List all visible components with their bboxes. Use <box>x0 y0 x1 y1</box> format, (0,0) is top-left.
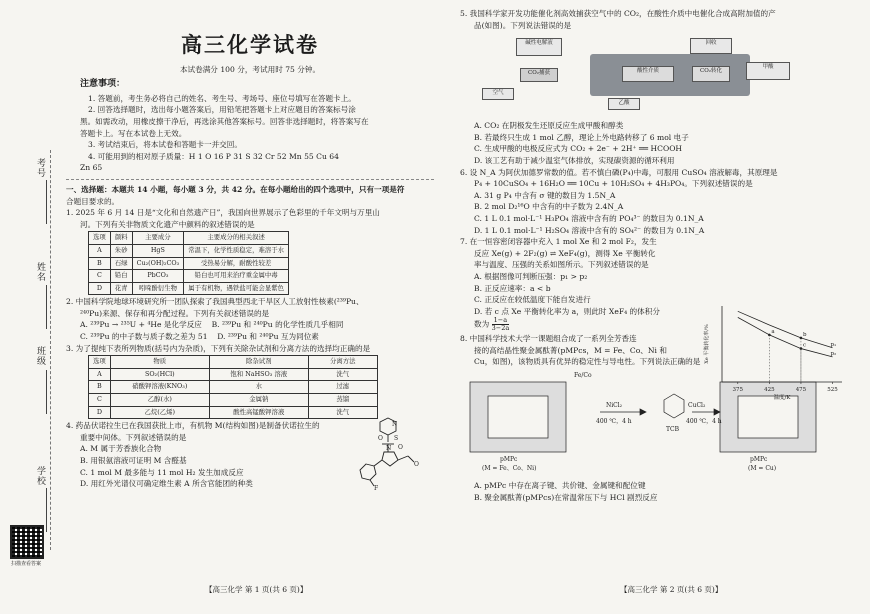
exam-info: 本试卷满分 100 分，考试用时 75 分钟。 <box>179 64 321 74</box>
q6-option-b: B. 2 mol D₂¹⁶O 中含有的中子数为 2.4N_A <box>474 202 624 212</box>
notice-1: 1. 答题前，考生务必将自己的姓名、考生号、考场号、座位号填写在答题卡上。 <box>88 93 356 103</box>
page-title: 高三化学试卷 <box>181 33 319 57</box>
q4-option-b: B. 用银氨溶液可证明 M 含醛基 <box>80 456 187 465</box>
svg-text:O: O <box>414 461 419 469</box>
q4-option-d: D. 用红外光谱仪可确定维生素 A 所含官能团的种类 <box>80 479 253 489</box>
label-cond-1: 400 ℃，4 h <box>596 418 632 426</box>
x-tick-label: 375 <box>732 387 744 393</box>
q2-options-cd: C. ²³⁹Pu 的中子数与质子数之差为 51 D. ²³⁹Pu 和 ²⁴⁰Pu 互为同位素 <box>80 332 319 342</box>
notice-2-cont: 黑。如需改动，用橡皮擦干净后，再选涂其他答案标号。回答非选择题时，将答案写在 <box>80 116 369 126</box>
q2-stem-cont: ²⁴⁰Pu)来源、保存和再分配过程。下列有关叙述错误的是 <box>80 308 270 318</box>
label-exam-number: 考号 <box>35 158 45 178</box>
q7-option-d: D. 若 c 点 Xe 平衡转化率为 a，则此时 XeF₄ 的体积分 <box>474 306 660 316</box>
label-m-right: (M = Cu) <box>748 465 777 473</box>
q8-stem-cont: 接的高结晶性聚金属酞菁(pMPcs，M = Fe、Co、Ni 和 <box>474 345 667 355</box>
label-pmpc-left: pMPc <box>500 456 518 464</box>
svg-text:F: F <box>374 485 379 491</box>
q7-option-c: C. 正反应在较低温度下能自发进行 <box>474 295 591 305</box>
molecule-M-structure <box>348 412 428 490</box>
diagram-box-recycle: 回收 <box>690 38 732 54</box>
q6-option-a: A. 31 g P₄ 中含有 σ 键的数目为 1.5N_A <box>474 190 616 200</box>
label-cucl2: CuCl₂ <box>688 402 706 410</box>
q1-stem-cont: 河。下列有关非物质文化遗产中颜料的叙述错误的是 <box>80 219 255 229</box>
q2-options-ab: A. ²³⁹Pu → ²³⁵U + ⁴He 是化学反应 B. ²³⁹Pu 和 ²⁴⁰Pu 的化学性质几乎相同 <box>80 320 344 330</box>
q6-stem: 6. 设 N_A 为阿伏加德罗常数的值。若不慎白磷(P₄)中毒，可服用 CuSO₄ 溶液解毒，其原理是 <box>460 167 778 177</box>
q4-option-c: C. 1 mol M 最多能与 11 mol H₂ 发生加成反应 <box>80 467 244 477</box>
label-m-left: (M = Fe、Co、Ni) <box>482 465 537 473</box>
qr-code-icon <box>10 525 44 559</box>
q3-table: 选项 物质 除杂试剂 分离方法 A SO₂(HCl) 饱和 NaHSO₃ 溶液 洗气 B 硝酸钾溶液(KNO₃) 水 过滤 C 乙醇(水) 金属钠 蒸馏 D 乙烷(乙烯) 酸性高锰酸钾溶液 洗气 <box>88 355 378 419</box>
q4-stem-cont: 重要中间体。下列叙述错误的是 <box>80 432 187 442</box>
binding-margin <box>0 0 60 614</box>
q5-option-c: C. 生成甲酸的电极反应式为 CO₂ + 2e⁻ + 2H⁺ ══ HCOOH <box>474 144 683 154</box>
label-pmpc-right: pMPc <box>750 456 768 464</box>
notice-4-cont: Zn 65 <box>80 163 103 173</box>
name-line <box>46 285 47 329</box>
exam-number-line <box>46 180 47 224</box>
diagram-box-solar: 碱性电解液 <box>516 38 562 56</box>
x-tick-label: 525 <box>827 387 838 393</box>
q6-stem-cont: P₄ + 10CuSO₄ + 16H₂O ══ 10Cu + 10H₂SO₄ + 4H₃PO₄。下列叙述错误的是 <box>474 179 753 189</box>
q8-option-a: A. pMPc 中存在离子键、共价键、金属键和配位键 <box>474 481 646 491</box>
svg-text:O: O <box>398 444 403 452</box>
notice-heading: 注意事项： <box>80 79 126 90</box>
svg-text:O: O <box>378 435 383 443</box>
q7-chart <box>700 300 850 400</box>
label-school: 学校 <box>35 466 45 486</box>
q7-option-a: A. 根据图像可判断压强：p₁ > p₂ <box>474 271 588 281</box>
label-fe-co: Fe/Co <box>574 372 592 380</box>
section-heading-cont: 合题目要求的。 <box>66 196 120 206</box>
q5-diagram <box>460 34 860 120</box>
notice-4: 4. 可能用到的相对原子质量：H 1 O 16 P 31 S 32 Cr 52 Mn 55 Cu 64 <box>88 151 339 161</box>
label-tcb: TCB <box>666 426 680 434</box>
label-cond-2: 400 ℃，4 h <box>686 418 722 426</box>
series-line-2 <box>738 317 833 357</box>
point-label-c: c <box>802 342 807 349</box>
page-2 <box>460 0 860 503</box>
x-tick-label: 475 <box>795 387 807 393</box>
x-tick-label: 425 <box>764 387 775 393</box>
page-1 <box>66 0 434 490</box>
series-label-2: p₂ <box>830 350 837 357</box>
q5-option-b: B. 若最终只生成 1 mol 乙醇，理论上外电路转移了 6 mol 电子 <box>474 132 689 142</box>
q7-option-b: B. 正反应速率：a < b <box>474 283 551 293</box>
point-label-b: b <box>802 331 807 338</box>
q5-option-a: A. CO₂ 在阴极发生还原反应生成甲酸和醇类 <box>474 121 624 131</box>
binding-dashed-line <box>50 150 51 550</box>
q1-table: 选项 颜料 主要成分 主要成分的相关叙述 A 朱砂 HgS 常温下，化学性质稳定，难溶于水 B 石绿 Cu₂(OH)₂CO₃ 受热易分解，耐酸性较差 C 铅白 PbCO₃ 铅白也可用来治疗重金属中毒 D 花青 吲哚酚衍生物 属于有机物，遇铁盐可能会显紫色 <box>88 231 289 295</box>
diagram-box-acetate: 乙酸 <box>608 98 640 110</box>
q4-option-a: A. M 属于芳香族化合物 <box>80 444 162 454</box>
diagram-box-capture: CO₂捕获 <box>520 68 558 82</box>
class-line <box>46 370 47 414</box>
q5-option-d: D. 该工艺有助于减少温室气体排放，实现碳资源的循环利用 <box>474 155 675 165</box>
diagram-box-products: 甲酸 <box>746 62 790 80</box>
q4-stem: 4. 药品伏诺拉生已在我国获批上市，有机物 M(结构如图)是制备伏诺拉生的 <box>66 421 320 431</box>
x-axis-label: 温度/K <box>773 395 791 400</box>
svg-text:S: S <box>394 435 399 443</box>
q7-option-d-cont: 数为 $\frac{1-a}{3-2a}$ <box>474 316 510 333</box>
q8-stem-cont: Cu，如图)，该物质具有优异的稳定性与导电性。下列说法正确的是 <box>474 357 701 367</box>
svg-text:N: N <box>386 445 392 453</box>
q6-option-c: C. 1 L 0.1 mol·L⁻¹ H₃PO₄ 溶液中含有的 PO₄³⁻ 的数目为 0.1N_A <box>474 213 704 223</box>
page-2-footer: 【高三化学 第 2 页(共 6 页)】 <box>620 585 723 594</box>
q7-stem: 7. 在一恒容密闭容器中充入 1 mol Xe 和 2 mol F₂，发生 <box>460 237 657 247</box>
section-heading: 一、选择题：本题共 14 小题，每小题 3 分，共 42 分。在每小题给出的四个选项中，只有一项是符 <box>66 184 405 194</box>
point-label-a: a <box>771 328 775 335</box>
school-line <box>46 488 47 532</box>
q2-stem: 2. 中国科学院地球环境研究所一团队探索了我国典型西北干旱区人工放射性核素(²³⁹Pu、 <box>66 297 364 307</box>
q1-stem: 1. 2025 年 6 月 14 日是“文化和自然遗产日”，我国向世界展示了色彩里的千年文明与万里山 <box>66 208 380 218</box>
notice-2-cont: 答题卡上。写在本试卷上无效。 <box>80 128 187 138</box>
diagram-box-acid-media: 酸性介质 <box>622 66 674 82</box>
page-1-footer: 【高三化学 第 1 页(共 6 页)】 <box>205 585 308 594</box>
label-class: 班级 <box>35 346 45 366</box>
notice-2: 2. 回答选择题时，选出每小题答案后，用铅笔把答题卡上对应题目的答案标号涂 <box>88 105 356 115</box>
qr-caption: 扫描查看答案 <box>10 561 41 567</box>
q7-stem-cont: 反应 Xe(g) + 2F₂(g) ⇌ XeF₄(g)，测得 Xe 平衡转化 <box>474 248 656 258</box>
svg-text:N: N <box>392 421 398 429</box>
label-name: 姓名 <box>35 262 45 282</box>
series-line-1 <box>738 311 833 347</box>
q5-stem: 5. 我国科学家开发功能催化剂高效捕获空气中的 CO₂，在酸性介质中电催化合成高附加值的产 <box>460 9 776 18</box>
series-label-1: p₁ <box>830 341 837 348</box>
q8-option-b: B. 聚金属酞菁(pMPcs)在常温常压下与 HCl 剧烈反应 <box>474 492 658 502</box>
y-axis-label: Xe 平衡转化率/% <box>704 324 710 364</box>
notice-3: 3. 考试结束后，将本试卷和答题卡一并交回。 <box>88 140 242 150</box>
diagram-box-co-conversion: CO₂转化 <box>692 66 730 82</box>
q5-stem-cont: 品(如图)。下列说法错误的是 <box>474 20 572 30</box>
diagram-box-air: 空气 <box>482 88 514 100</box>
q3-stem: 3. 为了提纯下表所列物质(括号内为杂质)，下列有关除杂试剂和分离方法的选择均正确的是 <box>66 343 371 353</box>
q7-stem-cont: 率与温度、压强的关系如图所示。下列叙述错误的是 <box>474 260 649 270</box>
q8-stem: 8. 中国科学技术大学一课题组合成了一系列全芳香连 <box>460 334 637 344</box>
q6-option-d: D. 1 L 0.1 mol·L⁻¹ H₂SO₄ 溶液中含有的 SO₄²⁻ 的数目为 0.1N_A <box>474 225 705 235</box>
label-nicl2: NiCl₂ <box>606 402 623 410</box>
